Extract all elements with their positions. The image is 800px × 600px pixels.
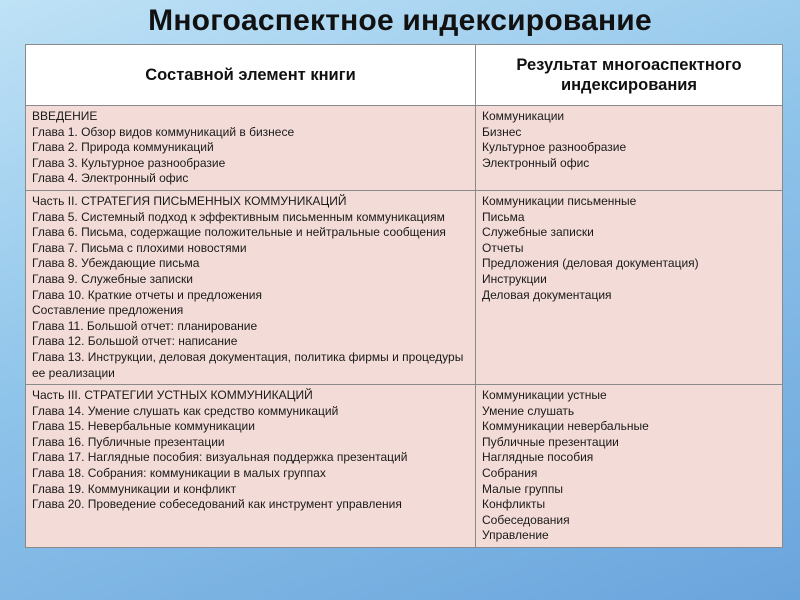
page-title: Многоаспектное индексирование [148,4,652,37]
book-element-line: Часть II. СТРАТЕГИЯ ПИСЬМЕННЫХ КОММУНИКАЦИЙ [32,193,347,208]
index-term-line: Коммуникации письменные [482,193,637,208]
index-term-line: Культурное разнообразие [482,140,627,155]
book-element-line: Глава 12. Большой отчет: написание [32,334,238,349]
book-element-line: Составление предложения [32,303,184,318]
index-term-line: Коммуникации [482,109,565,123]
table-row [26,385,783,548]
book-element-line: Глава 17. Наглядные пособия: визуальная поддержка презентаций [32,450,408,465]
index-term-line: Бизнес [482,124,522,139]
index-term-line: Конфликты [482,497,546,512]
index-term-line: Коммуникации устные [482,388,607,403]
book-element-cell [26,190,476,384]
index-term-line: Электронный офис [482,155,590,170]
index-term-line: Письма [482,209,525,224]
index-term-line: Отчеты [482,240,524,255]
indexing-result-cell [476,385,783,548]
book-element-line: Глава 19. Коммуникации и конфликт [32,481,237,496]
book-element-line: Глава 18. Собрания: коммуникации в малых группах [32,466,326,481]
book-element-line: Глава 3. Культурное разнообразие [32,155,226,170]
index-term-line: Наглядные пособия [482,450,594,465]
index-term-line: Коммуникации невербальные [482,419,649,434]
table-row [26,106,783,191]
index-term-line: Предложения (деловая документация) [482,256,699,271]
table-header-row [26,45,783,106]
indexing-result-cell [476,106,783,191]
book-element-cell [26,106,476,191]
table-row [26,190,783,384]
book-element-line: Глава 8. Убеждающие письма [32,256,200,271]
index-term-line: Собрания [482,466,538,481]
indexing-result-cell [476,190,783,384]
book-element-line: Глава 1. Обзор видов коммуникаций в бизнесе [32,124,295,139]
column-header-book-element: Составной элемент книги [26,45,476,106]
index-term-line: Собеседования [482,512,570,527]
index-term-line: Малые группы [482,481,563,496]
index-term-line: Инструкции [482,271,547,286]
book-element-line: Глава 14. Умение слушать как средство коммуникаций [32,403,339,418]
book-element-line: Глава 5. Системный подход к эффективным письменным коммуникациям [32,209,445,224]
book-element-line: Глава 15. Невербальные коммуникации [32,419,255,434]
book-element-line: Глава 2. Природа коммуникаций [32,140,214,155]
book-element-line: Глава 16. Публичные презентации [32,434,225,449]
book-element-cell [26,385,476,548]
index-term-line: Служебные записки [482,225,594,240]
column-header-indexing-result: Результат многоаспектного индексирования [476,45,783,106]
book-element-line: Глава 13. Инструкции, деловая документация, политика фирмы и процедуры ее реализации [32,349,464,380]
book-element-line: Часть III. СТРАТЕГИИ УСТНЫХ КОММУНИКАЦИЙ [32,388,313,403]
book-element-line: Глава 6. Письма, содержащие положительные и нейтральные сообщения [32,225,446,240]
indexing-table [25,44,783,548]
index-term-line: Умение слушать [482,403,575,418]
index-term-line: Публичные презентации [482,434,619,449]
book-element-line: Глава 20. Проведение собеседований как инструмент управления [32,497,402,512]
book-element-line: Глава 7. Письма с плохими новостями [32,240,247,255]
index-term-line: Деловая документация [482,287,612,302]
book-element-line: Глава 4. Электронный офис [32,171,189,186]
index-term-line: Управление [482,528,549,543]
book-element-line: Глава 9. Служебные записки [32,271,193,286]
book-element-line: Глава 10. Краткие отчеты и предложения [32,287,263,302]
book-element-line: Глава 11. Большой отчет: планирование [32,318,258,333]
book-element-line: ВВЕДЕНИЕ [32,109,98,123]
